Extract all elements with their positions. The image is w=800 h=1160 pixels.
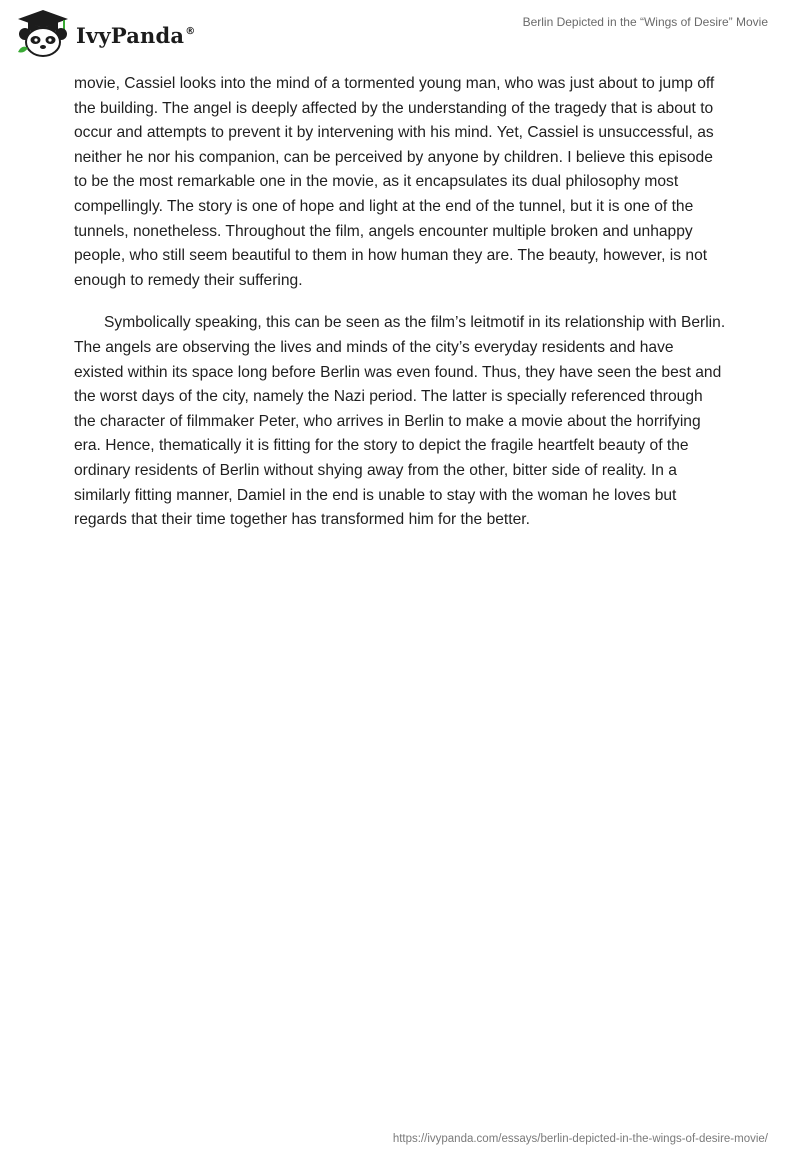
logo-wordmark bbox=[76, 23, 195, 48]
document-title: Berlin Depicted in the “Wings of Desire” Movie bbox=[522, 15, 768, 29]
paragraph-2: Symbolically speaking, this can be seen as the film’s leitmotif in its relationship with Berlin. The angels are observing the lives and minds of the city’s everyday residents and have existed within its space long before Berlin was even found. Thus, they have seen the best and the worst days of the city, namely the Nazi period. The latter is specially referenced through the character of filmmaker Peter, who arrives in Berlin to make a movie about the horrifying era. Hence, thematically it is fitting for the story to depict the fragile heartfelt beauty of the ordinary residents of Berlin without shying away from the other, bitter side of reality. In a similarly fitting manner, Damiel in the end is unable to stay with the woman he loves but regards that their time together has transformed him for the better. bbox=[74, 314, 726, 529]
essay-body bbox=[74, 72, 726, 533]
ivypanda-logo[interactable] bbox=[14, 8, 195, 58]
panda-graduation-cap-icon bbox=[14, 8, 72, 58]
source-url-link[interactable]: https://ivypanda.com/essays/berlin-depicted-in-the-wings-of-desire-movie/ bbox=[392, 1133, 768, 1145]
page-header bbox=[0, 0, 800, 70]
registered-mark: ® bbox=[185, 25, 196, 37]
logo-name: IvyPanda bbox=[76, 22, 185, 48]
paragraph-1: movie, Cassiel looks into the mind of a tormented young man, who was just about to jump off the building. The angel is deeply affected by the understanding of the tragedy that is about to occur and attempts to prevent it by intervening with his mind. Yet, Cassiel is unsuccessful, as neither he nor his companion, can be perceived by anyone by children. I believe this episode to be the most remarkable one in the movie, as it encapsulates its dual philosophy most compellingly. The story is one of hope and light at the end of the tunnel, but it is one of the tunnels, nonetheless. Throughout the film, angels encounter multiple broken and unhappy people, who still seem beautiful to them in how human they are. The beauty, however, is not enough to remedy their suffering. bbox=[74, 75, 715, 289]
